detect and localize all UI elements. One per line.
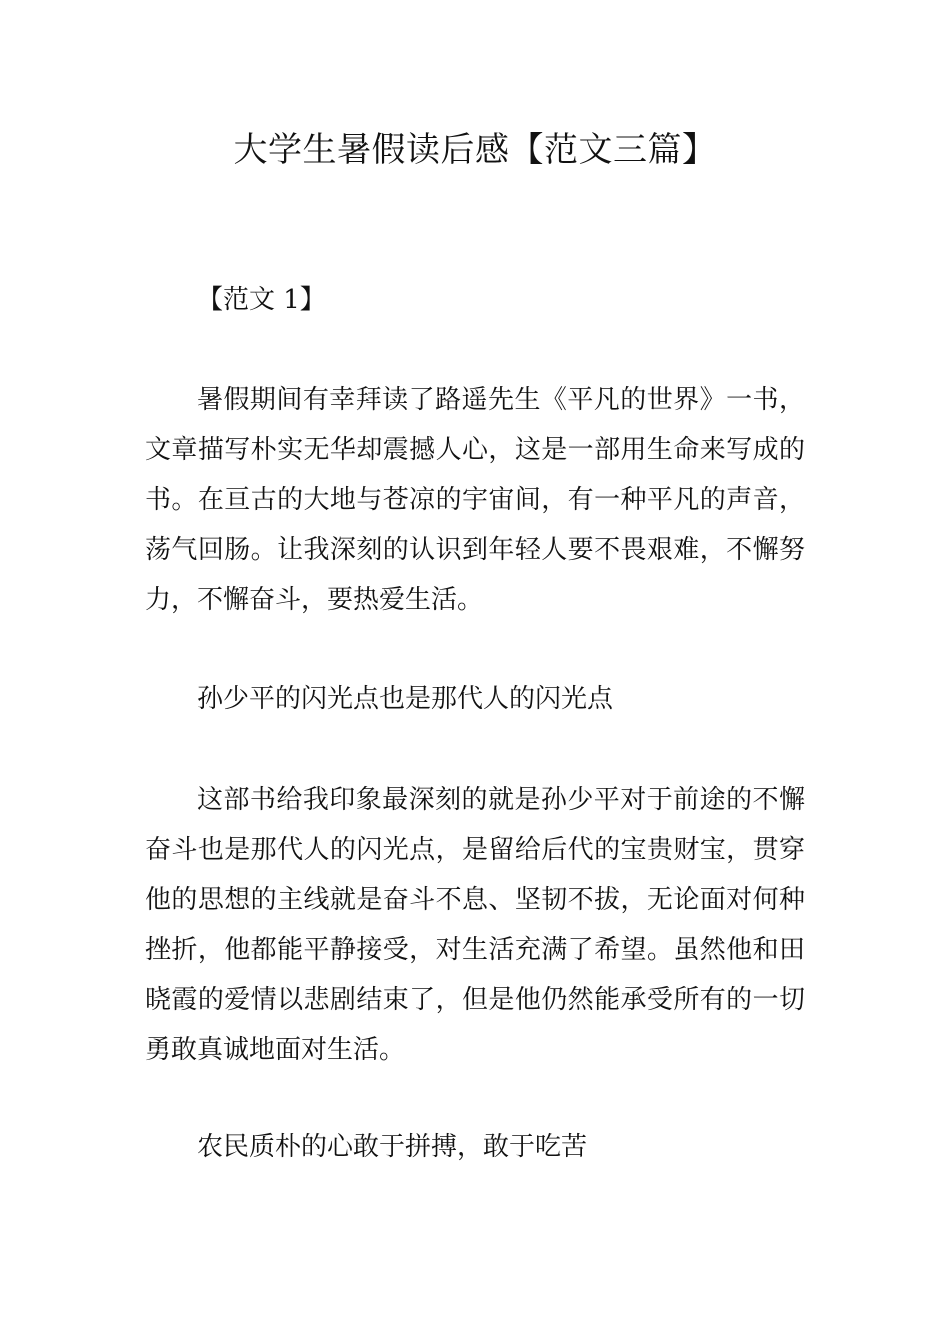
- subheading: 农民质朴的心敢于拼搏，敢于吃苦: [197, 1132, 588, 1162]
- body-paragraph: 这部书给我印象最深刻的就是孙少平对于前途的不懈奋斗也是那代人的闪光点，是留给后代的宝贵财宝，贯穿他的思想的主线就是奋斗不息、坚韧不拔，无论面对何种挫折，他都能平静接受，对生活充满了希望。虽然他和田晓霞的爱情以悲剧结束了，但是他仍然能承受所有的一切勇敢真诚地面对生活。: [145, 785, 805, 1065]
- page-title: 大学生暑假读后感【范文三篇】: [233, 130, 717, 170]
- subheading: 孙少平的闪光点也是那代人的闪光点: [197, 684, 614, 714]
- section-heading: 【范文 1】: [197, 285, 326, 315]
- body-paragraph: 暑假期间有幸拜读了路遥先生《平凡的世界》一书，文章描写朴实无华却震撼人心，这是一部用生命来写成的书。在亘古的大地与苍凉的宇宙间，有一种平凡的声音，荡气回肠。让我深刻的认识到年轻人要不畏艰难，不懈努力，不懈奋斗，要热爱生活。: [145, 385, 805, 615]
